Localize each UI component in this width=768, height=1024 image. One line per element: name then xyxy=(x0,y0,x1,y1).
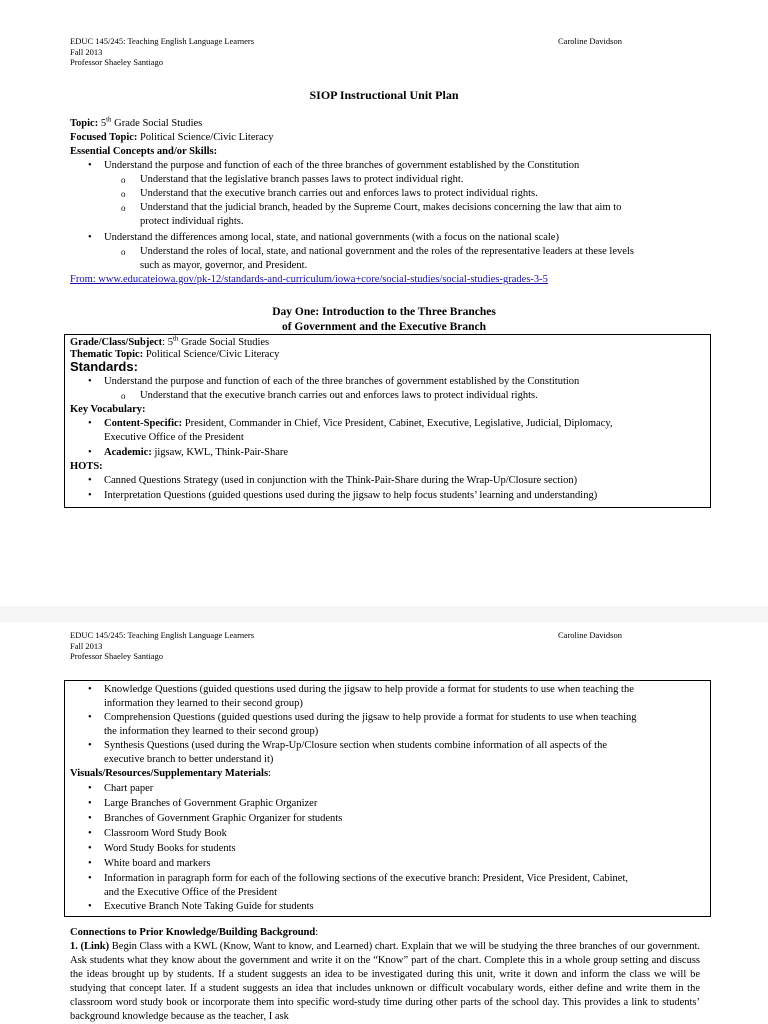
list-item-cont: information they learned to their second group) xyxy=(104,698,303,709)
grade-line: Grade/Class/Subject: 5th Grade Social Studies xyxy=(70,334,270,348)
list-item: o Understand that the executive branch carries out and enforces laws to protect individual rights. xyxy=(121,188,538,199)
list-item: o Understand the roles of local, state, and national government and the roles of the representative leaders at these levels xyxy=(121,246,634,257)
list-item: • Canned Questions Strategy (used in conjunction with the Think-Pair-Share during the Wrap-Up/Closure section) xyxy=(88,475,578,486)
list-item: • Branches of Government Graphic Organizer for students xyxy=(88,813,343,824)
list-item: • Synthesis Questions (used during the Wrap-Up/Closure section when students combine information of all aspects of the xyxy=(88,740,608,751)
list-item: • White board and markers xyxy=(88,858,211,869)
term: Fall 2013 xyxy=(70,46,103,57)
thematic-line: Thematic Topic: Political Science/Civic Literacy xyxy=(70,349,280,360)
list-item-cont: and the Executive Office of the President xyxy=(104,887,277,898)
list-item: • Executive Branch Note Taking Guide for students xyxy=(88,901,314,912)
standards-heading: Standards: xyxy=(70,359,138,374)
list-item: • Word Study Books for students xyxy=(88,843,236,854)
visuals-label: Visuals/Resources/Supplementary Materials: xyxy=(70,768,271,779)
source-link[interactable]: From: www.educateiowa.gov/pk-12/standards-and-curriculum/iowa+core/social-studies/social-studies-grades-3-5 xyxy=(70,274,548,285)
list-item: o Understand that the executive branch carries out and enforces laws to protect individual rights. xyxy=(121,390,538,401)
day-one-heading: Day One: Introduction to the Three Branches of Government and the Executive Branch xyxy=(272,306,496,333)
focused-topic-line: Focused Topic: Political Science/Civic Literacy xyxy=(70,132,274,143)
professor: Professor Shaeley Santiago xyxy=(70,651,164,661)
list-item-cont: protect individual rights. xyxy=(140,216,244,227)
list-item-cont: executive branch to better understand it) xyxy=(104,754,274,765)
list-item: o Understand that the judicial branch, headed by the Supreme Court, makes decisions concerning the law that aim to xyxy=(121,202,622,213)
topic-line: Topic: 5th Grade Social Studies xyxy=(70,115,203,129)
list-item: • Classroom Word Study Book xyxy=(88,828,227,839)
document-title: SIOP Instructional Unit Plan xyxy=(309,88,459,102)
professor: Professor Shaeley Santiago xyxy=(70,57,164,67)
key-vocabulary-label: Key Vocabulary: xyxy=(70,404,146,415)
connections-paragraph: 1. (Link) Begin Class with a KWL (Know, Want to know, and Learned) chart. Explain that we will be studying the three branches of our government. Ask students what they know about the government and write it on the “Know” part of the chart. Complete this in a whole group setting and discuss the ideas brought up by students. If a student suggests an idea to be investigated during this unit, write it down and inform the class we will be studying that concept later. If a student suggests an idea that includes unknown or difficult vocabulary words, either define and write them in the classroom word study book or incorporate them into specific word-study time during other parts of the school day. This provides a link to students’ background knowledge because as the teacher, I ask xyxy=(70,941,700,1022)
list-item: • Academic: jigsaw, KWL, Think-Pair-Share xyxy=(88,447,289,458)
hots-label: HOTS: xyxy=(70,461,103,472)
list-item: • Comprehension Questions (guided questions used during the jigsaw to help provide a format for students to use when teaching xyxy=(88,712,637,723)
list-item: • Interpretation Questions (guided questions used during the jigsaw to help focus students’ learning and understanding) xyxy=(88,490,598,501)
list-item: • Chart paper xyxy=(88,783,154,794)
list-item-cont: such as mayor, governor, and President. xyxy=(140,260,308,271)
list-item: o Understand that the legislative branch passes laws to protect individual right. xyxy=(121,174,464,185)
list-item: • Understand the purpose and function of each of the three branches of government established by the Constitution xyxy=(88,160,580,171)
list-item: • Understand the purpose and function of each of the three branches of government established by the Constitution xyxy=(88,376,580,387)
page-header xyxy=(70,630,254,662)
list-item: • Understand the differences among local, state, and national governments (with a focus on the national scale) xyxy=(88,232,559,243)
page-gap xyxy=(0,606,768,622)
author-name: Caroline Davidson xyxy=(558,36,622,46)
course-name: EDUC 145/245: Teaching English Language Learners xyxy=(70,630,255,640)
author-name: Caroline Davidson xyxy=(558,630,622,640)
list-item: • Content-Specific: President, Commander in Chief, Vice President, Cabinet, Executive, Legislative, Judicial, Diplomacy, xyxy=(88,418,613,429)
page-header xyxy=(70,36,254,68)
term: Fall 2013 xyxy=(70,640,103,651)
list-item-cont: the information they learned to their second group) xyxy=(104,726,319,737)
list-item: • Information in paragraph form for each of the following sections of the executive branch: President, Vice President, Cabinet, xyxy=(88,873,629,884)
connections-label: Connections to Prior Knowledge/Building Background: xyxy=(70,927,319,938)
list-item-cont: Executive Office of the President xyxy=(104,432,244,443)
list-item: • Large Branches of Government Graphic Organizer xyxy=(88,798,318,809)
course-name: EDUC 145/245: Teaching English Language Learners xyxy=(70,36,255,46)
list-item: • Knowledge Questions (guided questions used during the jigsaw to help provide a format for students to use when teaching the xyxy=(88,684,634,695)
essential-concepts-label: Essential Concepts and/or Skills: xyxy=(70,146,218,157)
